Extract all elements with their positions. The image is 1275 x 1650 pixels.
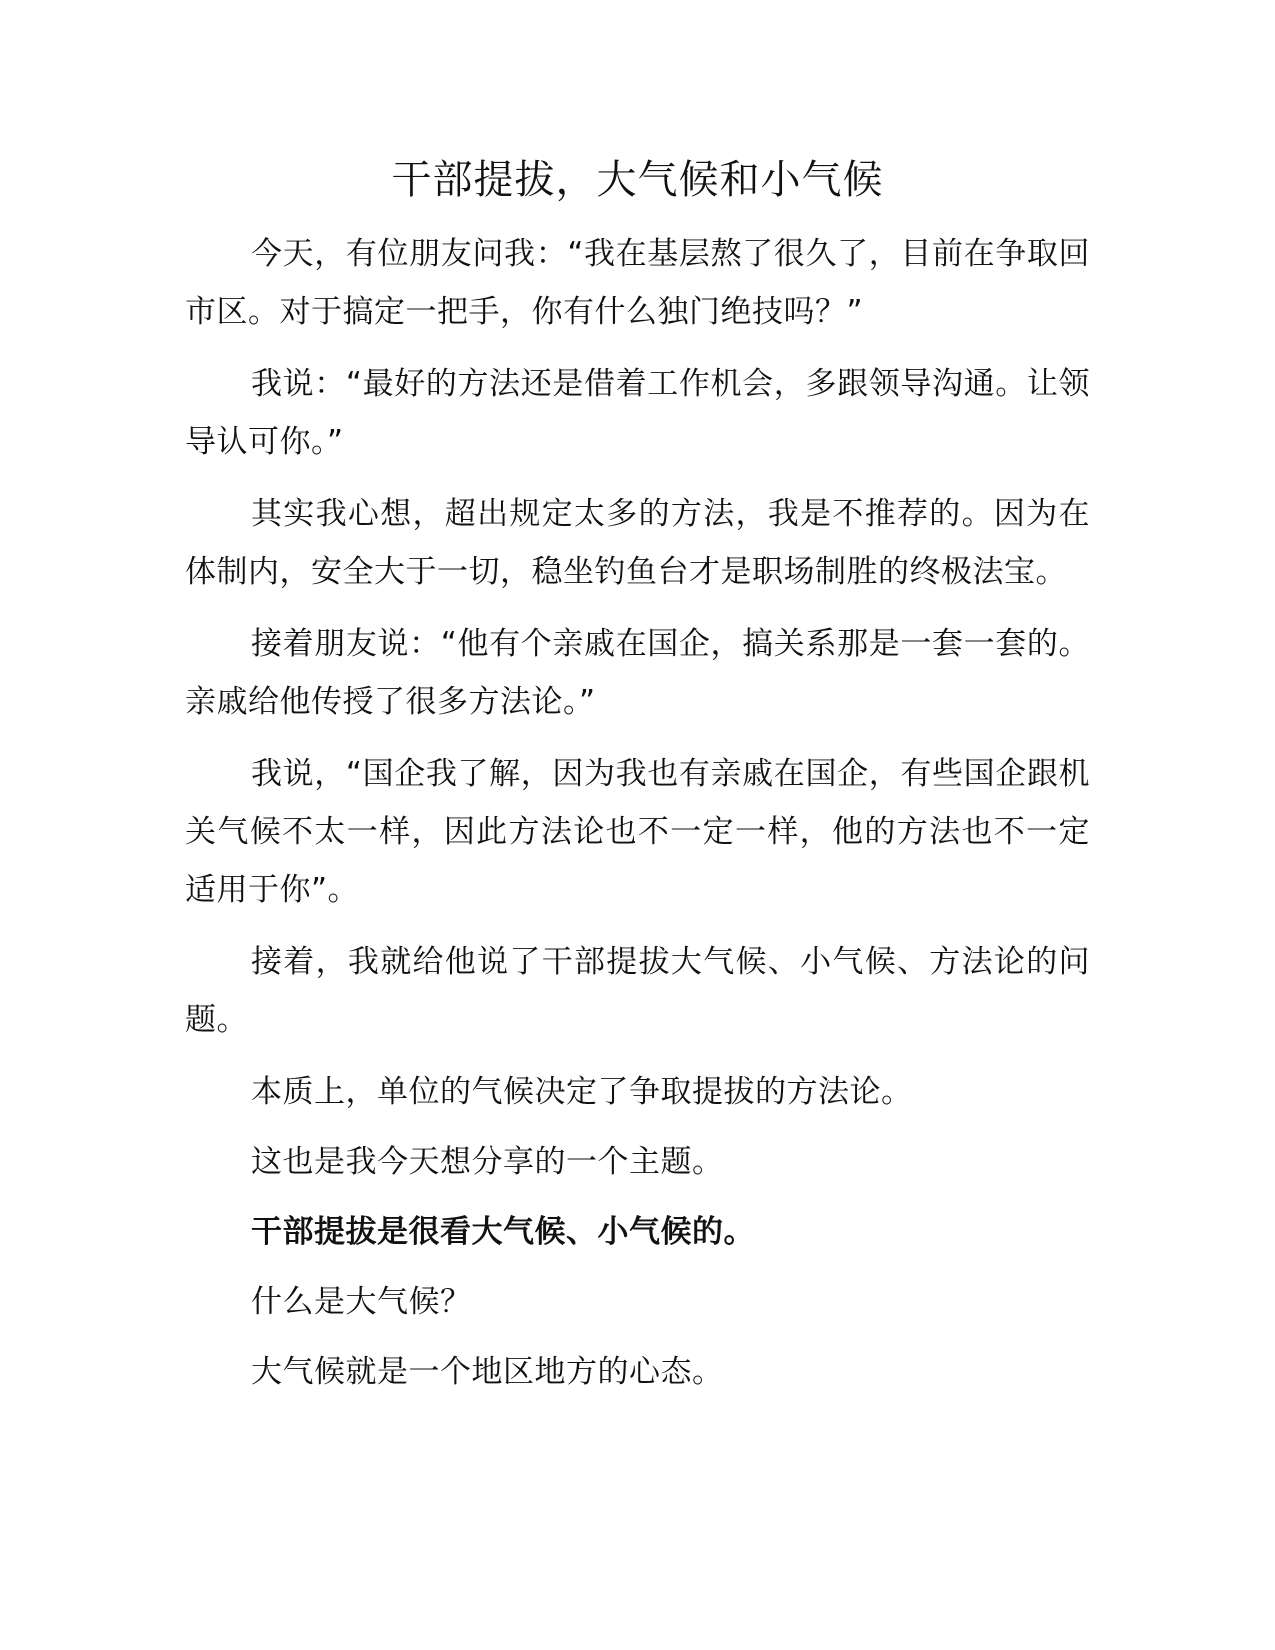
paragraph-7: 本质上，单位的气候决定了争取提拔的方法论。: [251, 1074, 913, 1110]
paragraph-10: 什么是大气候？: [251, 1284, 472, 1320]
paragraph-4: 接着朋友说：“他有个亲戚在国企，搞关系那是一套一套的。亲戚给他传授了很多方法论。”: [185, 626, 1090, 720]
paragraph-1: 今天，有位朋友问我：“我在基层熬了很久了，目前在争取回市区。对于搞定一把手，你有什么独门绝技吗？”: [185, 236, 1090, 330]
paragraph-9-emphasis: 干部提拔是很看大气候、小气候的。: [251, 1214, 755, 1250]
paragraph-6: 接着，我就给他说了干部提拔大气候、小气候、方法论的问题。: [185, 944, 1090, 1038]
document-title: 干部提拔，大气候和小气候: [391, 157, 884, 203]
document-body: [185, 225, 1090, 1413]
paragraph-3: 其实我心想，超出规定太多的方法，我是不推荐的。因为在体制内，安全大于一切，稳坐钓鱼台才是职场制胜的终极法宝。: [185, 496, 1090, 590]
paragraph-2: 我说：“最好的方法还是借着工作机会，多跟领导沟通。让领导认可你。”: [185, 366, 1090, 460]
paragraph-11: 大气候就是一个地区地方的心态。: [251, 1354, 724, 1390]
paragraph-5: 我说，“国企我了解，因为我也有亲戚在国企，有些国企跟机关气候不太一样，因此方法论也不一定一样，他的方法也不一定适用于你”。: [185, 756, 1090, 908]
paragraph-8: 这也是我今天想分享的一个主题。: [251, 1144, 724, 1180]
